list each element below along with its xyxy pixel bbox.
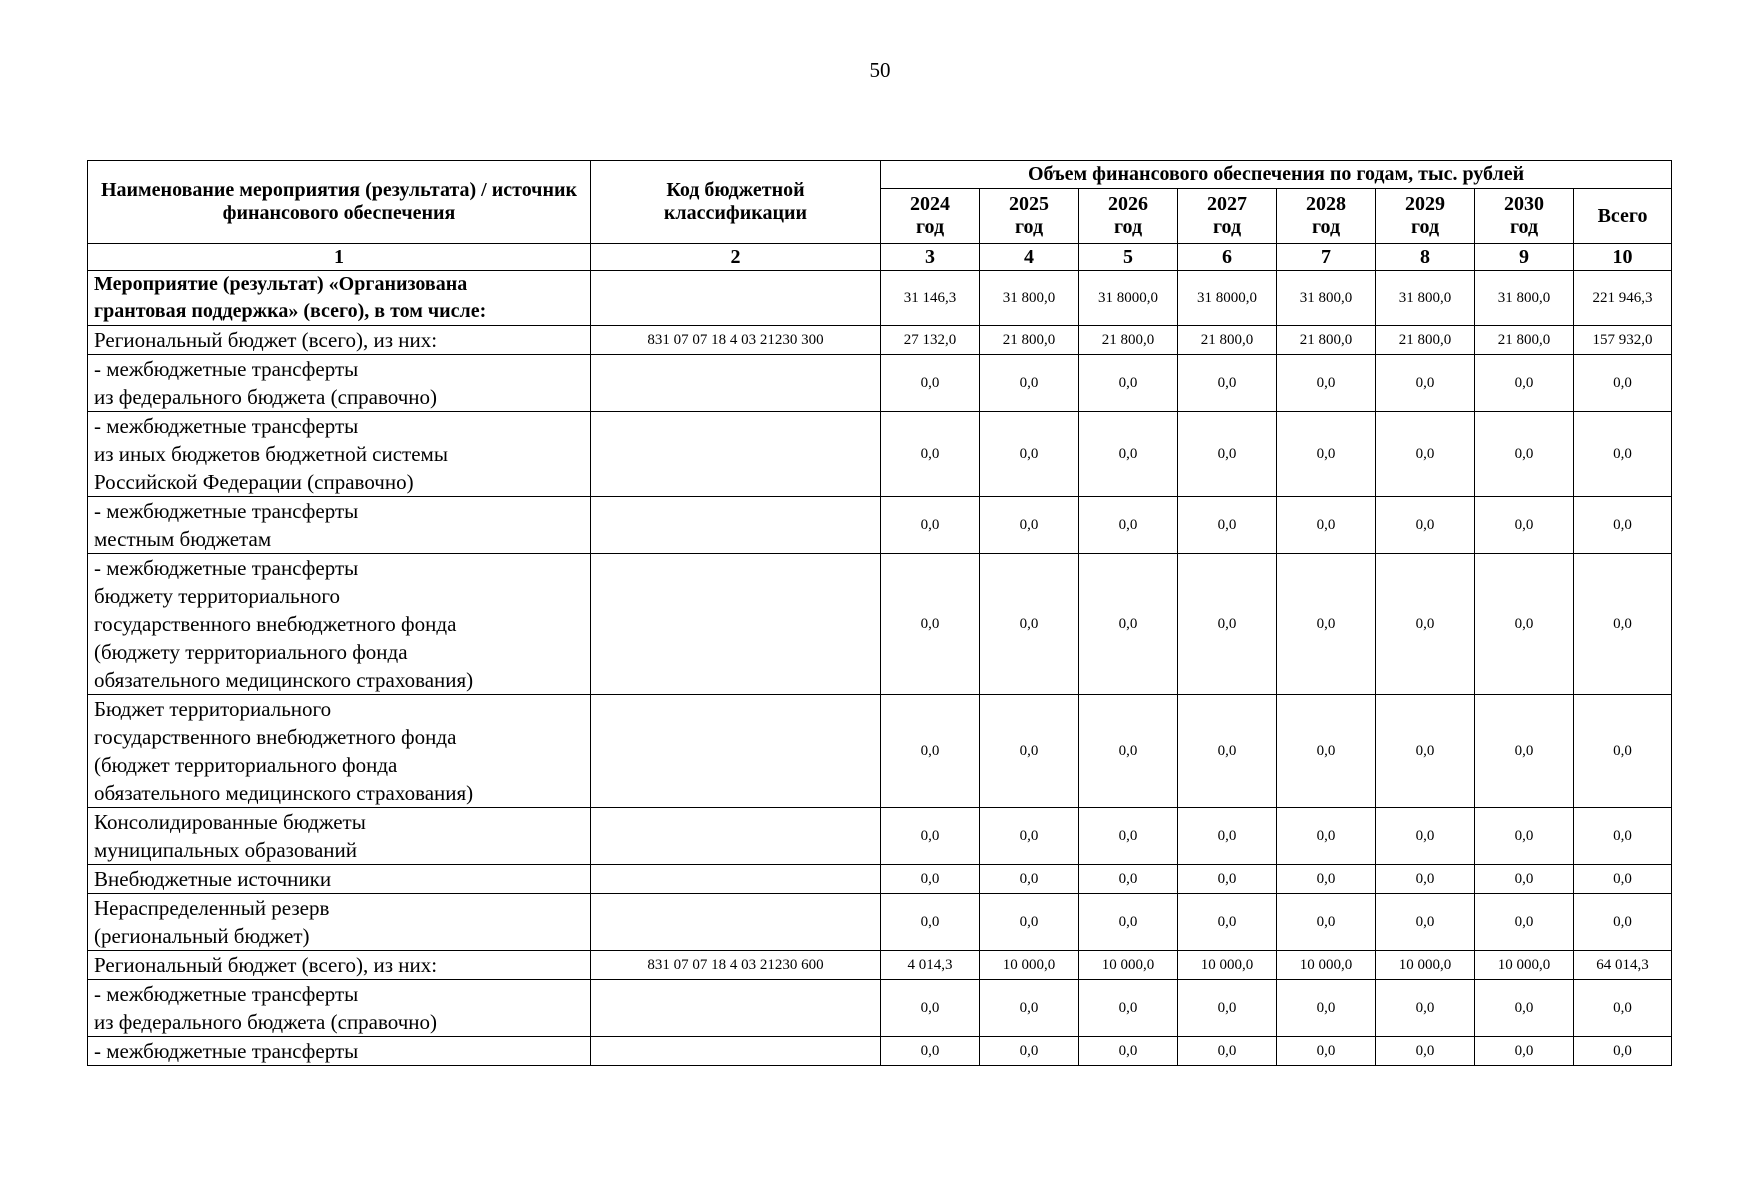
row-value-cell: 0,0 — [980, 894, 1079, 951]
row-code-cell — [591, 808, 881, 865]
row-value-cell: 0,0 — [980, 554, 1079, 695]
table-row — [88, 326, 1672, 355]
table-row — [88, 951, 1672, 980]
row-value-cell: 0,0 — [881, 695, 980, 808]
table-row — [88, 808, 1672, 865]
row-value-cell: 21 800,0 — [1277, 326, 1376, 355]
row-name-line: - межбюджетные трансферты — [94, 982, 359, 1006]
row-value-cell: 0,0 — [980, 412, 1079, 497]
row-name-cell — [88, 497, 591, 554]
row-value-cell: 31 8000,0 — [1178, 271, 1277, 326]
row-value-cell: 0,0 — [1376, 865, 1475, 894]
row-value-cell: 0,0 — [881, 355, 980, 412]
row-value-cell: 0,0 — [1574, 808, 1672, 865]
table-row — [88, 554, 1672, 695]
row-value-cell: 0,0 — [1475, 980, 1574, 1037]
row-value-cell: 0,0 — [1574, 695, 1672, 808]
row-value-cell: 0,0 — [1277, 497, 1376, 554]
row-value-cell: 0,0 — [1178, 808, 1277, 865]
row-value-cell: 0,0 — [1376, 894, 1475, 951]
column-number-9: 9 — [1475, 244, 1574, 271]
row-name-line: Внебюджетные источники — [94, 867, 332, 891]
row-value-cell: 0,0 — [1277, 695, 1376, 808]
header-year-value: 2028 — [1306, 193, 1346, 215]
row-value-cell: 157 932,0 — [1574, 326, 1672, 355]
row-value-cell: 31 800,0 — [1475, 271, 1574, 326]
row-name-line: - межбюджетные трансферты — [94, 556, 359, 580]
row-value-cell: 10 000,0 — [1277, 951, 1376, 980]
header-year-unit: год — [1311, 216, 1341, 238]
table-row — [88, 1037, 1672, 1066]
row-value-cell: 21 800,0 — [1475, 326, 1574, 355]
column-number-4: 4 — [980, 244, 1079, 271]
row-value-cell: 0,0 — [1376, 695, 1475, 808]
row-name-line: грантовая поддержка» (всего), в том числе: — [94, 300, 487, 322]
row-name-line: государственного внебюджетного фонда — [94, 725, 457, 749]
row-value-cell: 0,0 — [1178, 695, 1277, 808]
row-value-cell: 31 800,0 — [1277, 271, 1376, 326]
header-year-unit: год — [915, 216, 945, 238]
table-row — [88, 695, 1672, 808]
row-value-cell: 31 146,3 — [881, 271, 980, 326]
row-value-cell: 0,0 — [881, 865, 980, 894]
row-value-cell: 0,0 — [1574, 554, 1672, 695]
header-year-unit: год — [1113, 216, 1143, 238]
row-name-line: бюджету территориального — [94, 584, 340, 608]
row-code-cell — [591, 355, 881, 412]
table-row — [88, 894, 1672, 951]
row-value-cell: 0,0 — [1178, 1037, 1277, 1066]
header-year-value: 2029 — [1405, 193, 1445, 215]
row-value-cell: 0,0 — [881, 412, 980, 497]
row-value-cell: 21 800,0 — [1079, 326, 1178, 355]
row-value-cell: 0,0 — [1376, 980, 1475, 1037]
row-value-cell: 0,0 — [881, 894, 980, 951]
header-year-unit: год — [1410, 216, 1440, 238]
row-name-line: из федерального бюджета (справочно) — [94, 385, 438, 409]
row-value-cell: 0,0 — [980, 355, 1079, 412]
header-year-2024 — [881, 189, 980, 244]
row-value-cell: 0,0 — [881, 1037, 980, 1066]
row-name-cell — [88, 951, 591, 980]
table-row — [88, 980, 1672, 1037]
row-value-cell: 0,0 — [1277, 865, 1376, 894]
row-value-cell: 0,0 — [980, 865, 1079, 894]
row-name-line: из иных бюджетов бюджетной системы — [94, 442, 448, 466]
row-value-cell: 0,0 — [980, 695, 1079, 808]
row-value-cell: 0,0 — [1475, 865, 1574, 894]
row-value-cell: 0,0 — [1277, 894, 1376, 951]
column-number-10: 10 — [1574, 244, 1672, 271]
row-code-cell: 831 07 07 18 4 03 21230 300 — [591, 326, 881, 355]
row-name-line: - межбюджетные трансферты — [94, 357, 359, 381]
header-year-value: 2027 — [1207, 193, 1247, 215]
row-value-cell: 221 946,3 — [1574, 271, 1672, 326]
row-value-cell: 0,0 — [1178, 865, 1277, 894]
row-code-cell — [591, 412, 881, 497]
row-name-line: обязательного медицинского страхования) — [94, 668, 474, 692]
row-value-cell: 0,0 — [1475, 355, 1574, 412]
table-row — [88, 271, 1672, 326]
header-year-2027 — [1178, 189, 1277, 244]
table-row — [88, 497, 1672, 554]
row-value-cell: 0,0 — [1475, 412, 1574, 497]
row-value-cell: 0,0 — [1574, 865, 1672, 894]
header-year-2026 — [1079, 189, 1178, 244]
row-value-cell: 0,0 — [1079, 355, 1178, 412]
header-total-column: Всего — [1574, 189, 1672, 244]
row-value-cell: 0,0 — [1475, 1037, 1574, 1066]
row-name-line: Мероприятие (результат) «Организована — [94, 273, 468, 295]
column-number-6: 6 — [1178, 244, 1277, 271]
row-code-cell — [591, 865, 881, 894]
column-number-1: 1 — [88, 244, 591, 271]
row-value-cell: 0,0 — [1277, 412, 1376, 497]
row-value-cell: 31 8000,0 — [1079, 271, 1178, 326]
row-code-cell — [591, 497, 881, 554]
row-value-cell: 21 800,0 — [1178, 326, 1277, 355]
row-value-cell: 0,0 — [980, 497, 1079, 554]
header-year-unit: год — [1509, 216, 1539, 238]
row-code-cell — [591, 271, 881, 326]
row-value-cell: 0,0 — [881, 980, 980, 1037]
row-value-cell: 0,0 — [1277, 355, 1376, 412]
row-value-cell: 0,0 — [1376, 355, 1475, 412]
row-value-cell: 0,0 — [1178, 554, 1277, 695]
row-code-cell — [591, 980, 881, 1037]
row-name-line: - межбюджетные трансферты — [94, 414, 359, 438]
row-name-cell — [88, 1037, 591, 1066]
row-code-cell — [591, 695, 881, 808]
header-year-unit: год — [1212, 216, 1242, 238]
row-value-cell: 0,0 — [980, 808, 1079, 865]
row-value-cell: 0,0 — [1475, 497, 1574, 554]
row-value-cell: 10 000,0 — [1079, 951, 1178, 980]
header-year-value: 2024 — [910, 193, 950, 215]
column-number-5: 5 — [1079, 244, 1178, 271]
column-number-7: 7 — [1277, 244, 1376, 271]
page-number: 50 — [869, 58, 891, 82]
header-year-value: 2030 — [1504, 193, 1544, 215]
row-value-cell: 21 800,0 — [1376, 326, 1475, 355]
row-name-line: - межбюджетные трансферты — [94, 1039, 359, 1063]
row-value-cell: 0,0 — [1079, 894, 1178, 951]
header-code-column: Код бюджетной классификации — [591, 161, 881, 244]
row-value-cell: 10 000,0 — [1178, 951, 1277, 980]
row-name-line: Консолидированные бюджеты — [94, 810, 366, 834]
row-value-cell: 0,0 — [1079, 554, 1178, 695]
column-number-3: 3 — [881, 244, 980, 271]
row-name-line: Региональный бюджет (всего), из них: — [94, 328, 438, 352]
header-year-value: 2025 — [1009, 193, 1049, 215]
row-value-cell: 0,0 — [1178, 894, 1277, 951]
row-name-line: Нераспределенный резерв — [94, 896, 330, 920]
row-name-line: местным бюджетам — [94, 527, 272, 551]
row-name-line: (бюджету территориального фонда — [94, 640, 408, 664]
row-name-cell — [88, 695, 591, 808]
row-name-cell — [88, 412, 591, 497]
table-row — [88, 865, 1672, 894]
row-name-line: Бюджет территориального — [94, 697, 332, 721]
header-name-column: Наименование мероприятия (результата) / источник финансового обеспечения — [88, 161, 591, 244]
row-name-line: Региональный бюджет (всего), из них: — [94, 953, 438, 977]
financing-table — [87, 160, 1672, 1066]
row-value-cell: 4 014,3 — [881, 951, 980, 980]
header-year-unit: год — [1014, 216, 1044, 238]
row-value-cell: 31 800,0 — [980, 271, 1079, 326]
row-name-cell — [88, 865, 591, 894]
row-name-line: государственного внебюджетного фонда — [94, 612, 457, 636]
row-value-cell: 0,0 — [1079, 1037, 1178, 1066]
column-number-8: 8 — [1376, 244, 1475, 271]
row-value-cell: 0,0 — [1574, 894, 1672, 951]
row-name-cell — [88, 894, 591, 951]
row-value-cell: 0,0 — [1079, 980, 1178, 1037]
row-name-line: - межбюджетные трансферты — [94, 499, 359, 523]
row-name-line: из федерального бюджета (справочно) — [94, 1010, 438, 1034]
row-code-cell: 831 07 07 18 4 03 21230 600 — [591, 951, 881, 980]
row-value-cell: 0,0 — [1277, 808, 1376, 865]
header-year-2028 — [1277, 189, 1376, 244]
row-value-cell: 0,0 — [1475, 894, 1574, 951]
row-value-cell: 0,0 — [1574, 355, 1672, 412]
header-year-2025 — [980, 189, 1079, 244]
row-value-cell: 0,0 — [1574, 497, 1672, 554]
column-number-2: 2 — [591, 244, 881, 271]
row-value-cell: 0,0 — [1475, 808, 1574, 865]
row-value-cell: 0,0 — [1574, 1037, 1672, 1066]
row-value-cell: 10 000,0 — [1475, 951, 1574, 980]
row-value-cell: 0,0 — [1079, 412, 1178, 497]
row-name-line: (региональный бюджет) — [94, 924, 310, 948]
row-code-cell — [591, 1037, 881, 1066]
row-value-cell: 0,0 — [1475, 695, 1574, 808]
row-name-cell — [88, 808, 591, 865]
row-value-cell: 0,0 — [1475, 554, 1574, 695]
header-volume-group: Объем финансового обеспечения по годам, тыс. рублей — [881, 161, 1672, 189]
row-value-cell: 27 132,0 — [881, 326, 980, 355]
row-value-cell: 0,0 — [1574, 412, 1672, 497]
row-name-line: муниципальных образований — [94, 838, 357, 862]
row-value-cell: 0,0 — [1376, 412, 1475, 497]
row-value-cell: 0,0 — [1376, 808, 1475, 865]
row-name-cell — [88, 271, 591, 326]
row-code-cell — [591, 554, 881, 695]
row-value-cell: 0,0 — [1079, 695, 1178, 808]
row-value-cell: 31 800,0 — [1376, 271, 1475, 326]
row-code-cell — [591, 894, 881, 951]
row-value-cell: 21 800,0 — [980, 326, 1079, 355]
row-value-cell: 10 000,0 — [980, 951, 1079, 980]
row-name-cell — [88, 355, 591, 412]
row-value-cell: 0,0 — [881, 808, 980, 865]
row-value-cell: 10 000,0 — [1376, 951, 1475, 980]
row-value-cell: 0,0 — [980, 1037, 1079, 1066]
row-value-cell: 0,0 — [881, 554, 980, 695]
row-name-cell — [88, 980, 591, 1037]
row-value-cell: 0,0 — [1079, 497, 1178, 554]
row-value-cell: 0,0 — [1277, 554, 1376, 695]
row-value-cell: 0,0 — [1376, 497, 1475, 554]
row-value-cell: 64 014,3 — [1574, 951, 1672, 980]
row-value-cell: 0,0 — [1376, 1037, 1475, 1066]
row-value-cell: 0,0 — [1178, 980, 1277, 1037]
row-value-cell: 0,0 — [1277, 980, 1376, 1037]
row-value-cell: 0,0 — [1079, 865, 1178, 894]
row-name-line: обязательного медицинского страхования) — [94, 781, 474, 805]
row-value-cell: 0,0 — [1178, 497, 1277, 554]
row-name-cell — [88, 554, 591, 695]
row-value-cell: 0,0 — [1376, 554, 1475, 695]
row-value-cell: 0,0 — [1079, 808, 1178, 865]
row-value-cell: 0,0 — [1574, 980, 1672, 1037]
header-year-2030 — [1475, 189, 1574, 244]
row-value-cell: 0,0 — [881, 497, 980, 554]
row-name-line: (бюджет территориального фонда — [94, 753, 398, 777]
header-year-2029 — [1376, 189, 1475, 244]
table-row — [88, 412, 1672, 497]
row-value-cell: 0,0 — [980, 980, 1079, 1037]
table-row — [88, 355, 1672, 412]
row-value-cell: 0,0 — [1277, 1037, 1376, 1066]
row-name-cell — [88, 326, 591, 355]
row-name-line: Российской Федерации (справочно) — [94, 470, 414, 494]
row-value-cell: 0,0 — [1178, 355, 1277, 412]
header-year-value: 2026 — [1108, 193, 1148, 215]
row-value-cell: 0,0 — [1178, 412, 1277, 497]
